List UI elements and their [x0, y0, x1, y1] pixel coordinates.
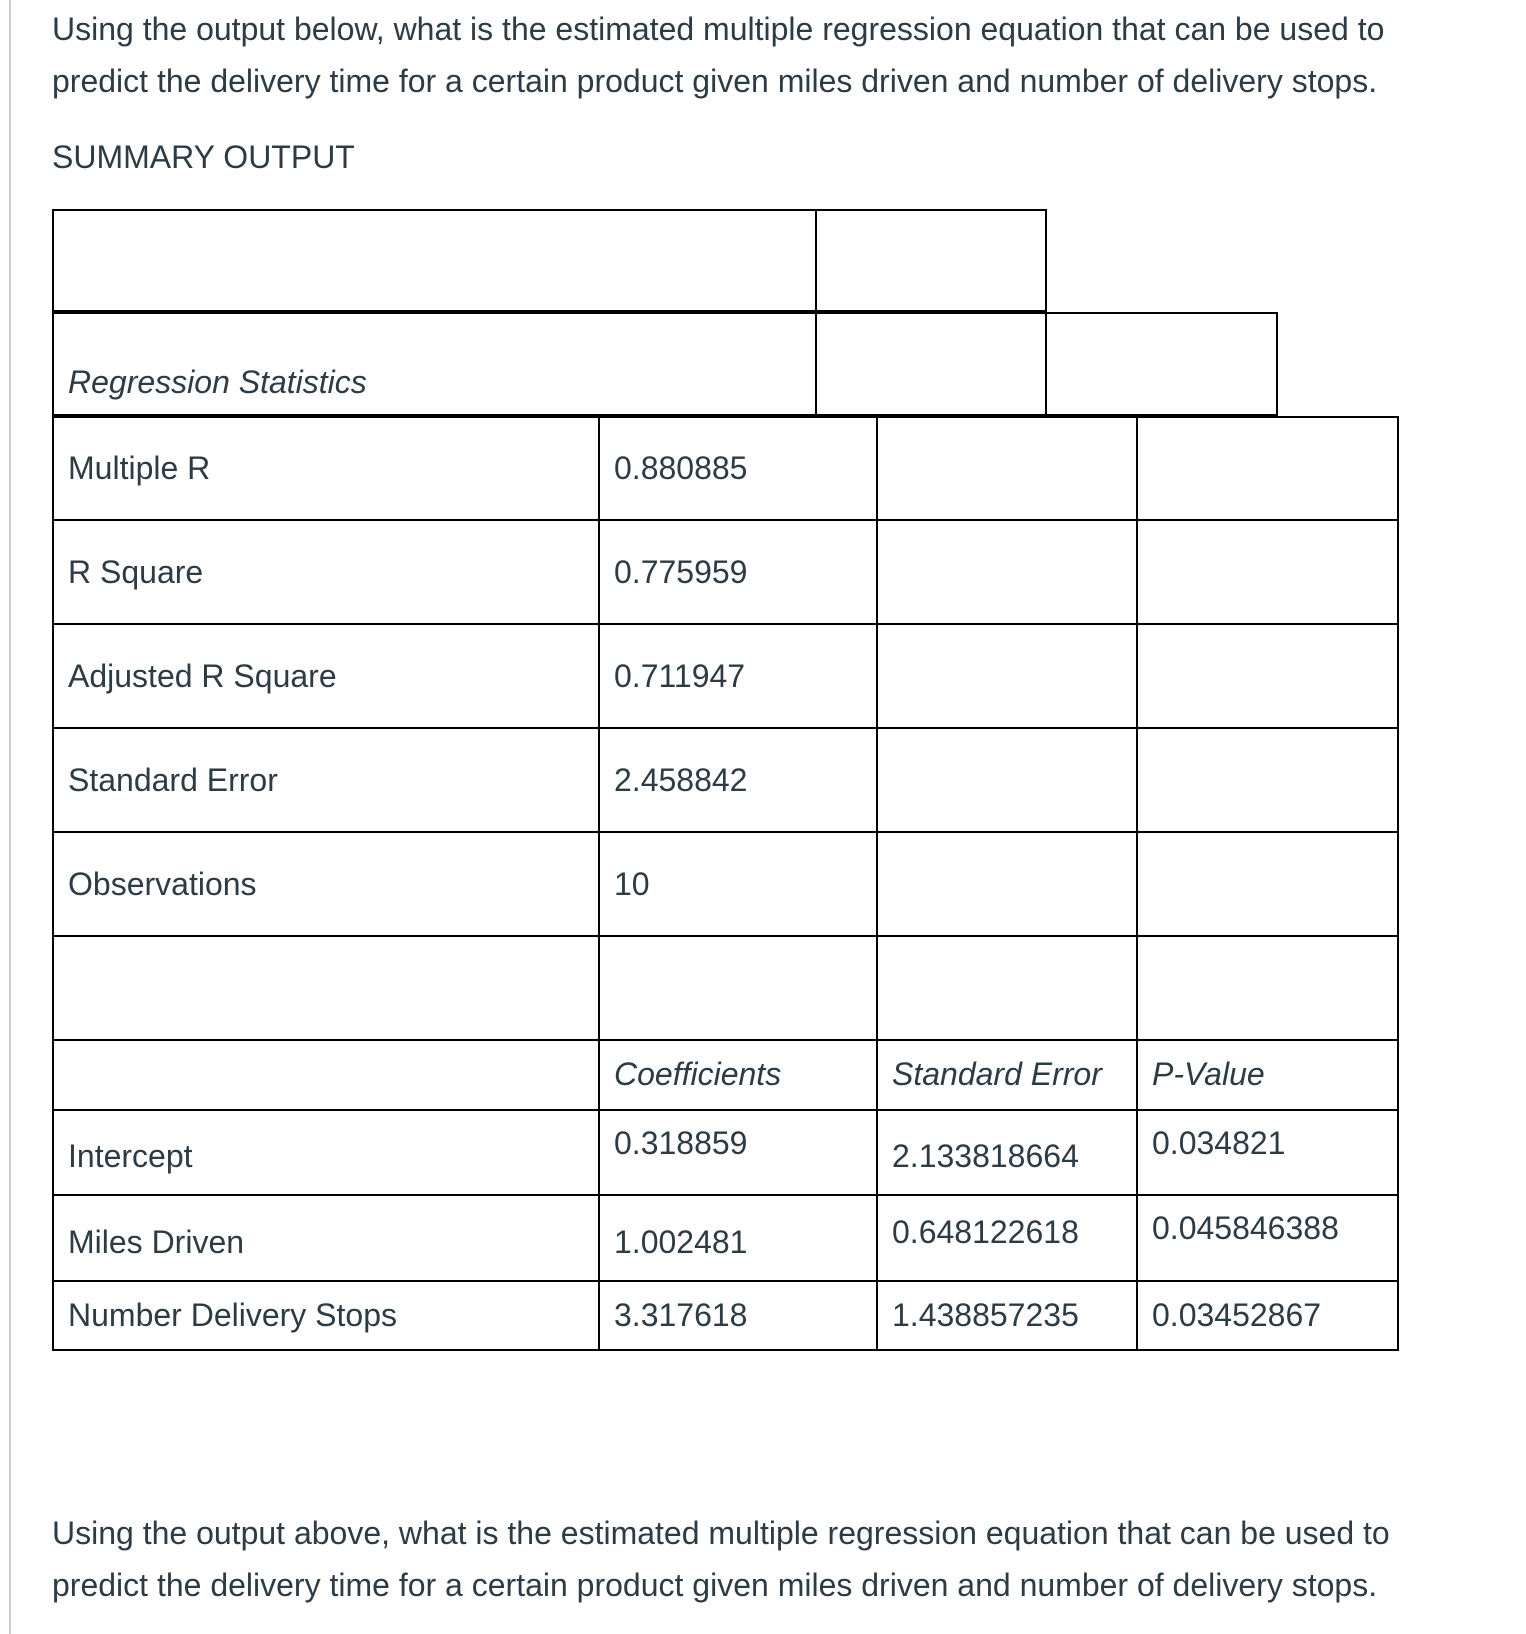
- empty-cell: [52, 935, 600, 1041]
- empty-cell: [1136, 831, 1399, 937]
- pvalue-number-delivery-stops: 0.03452867: [1136, 1280, 1399, 1351]
- coef-label-number-delivery-stops: Number Delivery Stops: [52, 1280, 600, 1351]
- stat-value-adjusted-r-square: 0.711947: [598, 623, 878, 729]
- header-coefficients: Coefficients: [598, 1039, 878, 1111]
- empty-cell: [815, 209, 1047, 312]
- pvalue-miles-driven: 0.045846388: [1136, 1194, 1399, 1282]
- empty-cell: [52, 209, 817, 312]
- empty-cell: [876, 519, 1138, 625]
- empty-cell: [1136, 935, 1399, 1041]
- stat-value-standard-error: 2.458842: [598, 727, 878, 833]
- empty-cell: [1136, 416, 1399, 521]
- question-outro: Using the output above, what is the estimated multiple regression equation that can be used to predict the delivery time for a certain product given miles driven and number of delivery stops.: [52, 1515, 1390, 1603]
- coef-label-miles-driven: Miles Driven: [52, 1194, 600, 1282]
- stat-label-adjusted-r-square: Adjusted R Square: [52, 623, 600, 729]
- empty-cell: [815, 312, 1047, 416]
- empty-cell: [1136, 623, 1399, 729]
- header-p-value: P-Value: [1136, 1039, 1399, 1111]
- empty-cell: [1136, 519, 1399, 625]
- regression-statistics-header: Regression Statistics: [52, 312, 817, 416]
- question-intro: Using the output below, what is the estimated multiple regression equation that can be used to predict the delivery time for a certain product given miles driven and number of delivery stops.: [52, 11, 1385, 99]
- stat-value-multiple-r: 0.880885: [598, 416, 878, 521]
- stat-label-r-square: R Square: [52, 519, 600, 625]
- pvalue-intercept: 0.034821: [1136, 1109, 1399, 1196]
- empty-cell: [876, 623, 1138, 729]
- stderr-value-intercept: 2.133818664: [876, 1109, 1138, 1196]
- stat-value-observations: 10: [598, 831, 878, 937]
- coef-label-intercept: Intercept: [52, 1109, 600, 1196]
- stat-value-r-square: 0.775959: [598, 519, 878, 625]
- coef-value-miles-driven: 1.002481: [598, 1194, 878, 1282]
- empty-cell: [1136, 727, 1399, 833]
- empty-cell: [1045, 312, 1278, 416]
- summary-output-title: SUMMARY OUTPUT: [52, 139, 355, 175]
- empty-cell: [52, 1039, 600, 1111]
- stat-label-standard-error: Standard Error: [52, 727, 600, 833]
- empty-cell: [876, 831, 1138, 937]
- coef-value-number-delivery-stops: 3.317618: [598, 1280, 878, 1351]
- stderr-value-miles-driven: 0.648122618: [876, 1194, 1138, 1282]
- empty-cell: [598, 935, 878, 1041]
- empty-cell: [876, 727, 1138, 833]
- empty-cell: [876, 935, 1138, 1041]
- stderr-value-number-delivery-stops: 1.438857235: [876, 1280, 1138, 1351]
- left-border: [9, 0, 11, 1634]
- coef-value-intercept: 0.318859: [598, 1109, 878, 1196]
- empty-cell: [876, 416, 1138, 521]
- header-standard-error: Standard Error: [876, 1039, 1138, 1111]
- stat-label-multiple-r: Multiple R: [52, 416, 600, 521]
- stat-label-observations: Observations: [52, 831, 600, 937]
